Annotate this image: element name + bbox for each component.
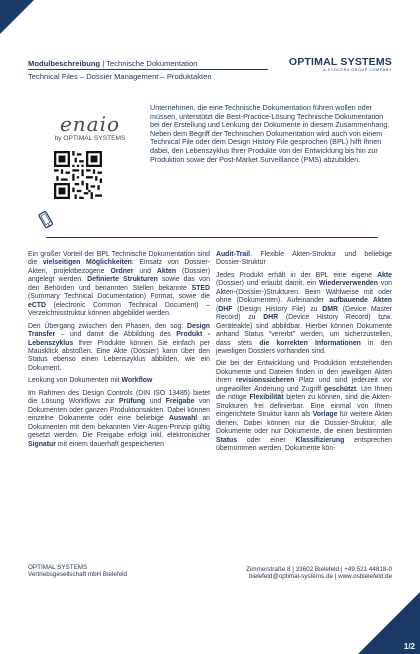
emphasis: Status (216, 436, 238, 444)
emphasis: Workflow (121, 377, 153, 385)
text-run: – und damit die Abbildung des (55, 331, 177, 339)
corner-decoration-top (0, 0, 34, 34)
emphasis: Ordner (110, 267, 134, 275)
text-run: Ein großer Vorteil der BPL Technische Dokumentation sind die (28, 251, 210, 267)
left-column (28, 251, 210, 453)
emphasis: die korrekten Informationen (259, 339, 361, 347)
qr-code[interactable] (54, 151, 102, 199)
text-run: entsprechen übernommen werden. Dokumente kön- (216, 436, 393, 452)
text-run: (Dossier) und erlaubt damit, ein (216, 280, 320, 288)
text-run: in den jeweiligen Dossiers vorhanden sind. (216, 339, 392, 355)
text-run: von Akten-(Dossier-)Strukturen. Beim Wahlweise mit oder ohne (Dokumenten). Aufeinander (216, 280, 392, 305)
text-run: für weitere Akten dienen. Dabei können nur die Dossier-Struktur, alle Dokumente oder nur Dokumente, die einen bestimmten (216, 411, 392, 436)
text-run: sowie das von den Behörden und benannten Stellen bekannte (28, 276, 210, 292)
text-run: . Flexible Akten-Struktur und beliebige Dossier-Struktur (216, 251, 392, 267)
emphasis: Freigabe (165, 398, 195, 406)
emphasis: aufbauende Akten (329, 297, 392, 305)
emphasis: Akte (377, 271, 392, 279)
emphasis: Auswahl (168, 415, 198, 423)
text-run: bieten zu können, sind die Akten-Strukturen frei definierbar. Eine einmal von Ihnen eingerichtete Struktur kann als (216, 394, 392, 419)
emphasis: Produkt - Lebenszyklus (28, 331, 210, 347)
footer-contact (246, 566, 392, 581)
emphasis: eCTD (28, 301, 46, 309)
text-run: (Summary Technical Documentation) Format, sowie die (28, 293, 210, 301)
footer-company-name: OPTIMAL SYSTEMS (28, 564, 88, 571)
left-paragraph-2 (28, 323, 210, 374)
product-logo-byline: by OPTIMAL SYSTEMS (54, 135, 126, 142)
footer-company (28, 564, 127, 579)
emphasis: DHF (218, 305, 233, 313)
text-run: Platz und sind jederzeit vor ungewollter Änderung und Zugriff (216, 377, 392, 393)
intro-paragraph: Unternehmen, die eine Technische Dokumentation führen wollen oder müssen, unterstützt die Best-Practice-Lösung Technische Dokumentation bei der Erstellung und Lenkung der Dokumente in diesem Zusammenhang. Neben dem Begriff der Technischen Dokumentation wird auch von einem Technical File oder dem Design History File gesprochen (BPL) hilft Ihnen dabei, den Lebenszyklus Ihrer Produkte von der Entwicklung bis hin zur Produktion sowie der Post-Market Surveillance (PMS) abzubilden. (150, 103, 390, 164)
text-run: Den Übergang zwischen den Phasen, den sog. (28, 322, 188, 330)
emphasis: Design Transfer (28, 322, 210, 339)
section-rule (46, 237, 378, 238)
text-run: Ihrer Produkte können Sie einfach per Mausklick abstoßen. Eine Akte (Dossier) kann über den Status ebenso einen Lebenszyklus abbilden, wie ein Dokument. (28, 339, 210, 372)
company-logo (289, 56, 392, 72)
text-run: und (145, 398, 166, 406)
footer-address: Zimmerstraße 8 | 33602 Bielefeld | +49 521 44818-0 (246, 566, 392, 573)
emphasis: Prüfung (118, 398, 146, 406)
page-number: 1/2 (403, 642, 415, 651)
text-run: ( (216, 305, 219, 313)
company-logo-name: OPTIMAL SYSTEMS (288, 56, 392, 68)
emphasis: Definierte Strukturen (87, 276, 158, 284)
smartphone-icon (36, 210, 56, 230)
left-paragraph-1 (28, 251, 210, 319)
footer-company-sub: Vertriebsgesellschaft mbH Bielefeld (28, 571, 128, 579)
footer-email-web[interactable]: bielefeld@optimal-systems.de | www.osbielefeld.de (248, 573, 392, 581)
emphasis: DMR (322, 305, 338, 313)
company-logo-tagline: A KYOCERA GROUP COMPANY (323, 68, 392, 72)
header-separator: | (102, 59, 105, 68)
right-paragraph-3 (216, 360, 392, 453)
text-run: und (133, 267, 157, 275)
emphasis: DHR (263, 314, 279, 322)
text-run: von Dokumenten oder ganzen Produktionsakten. Dabei können einzelne Dokumente oder eine beliebige (28, 398, 211, 423)
text-run: oder einer (237, 436, 296, 444)
header-rule (28, 69, 268, 70)
emphasis: vielseitigen Möglichkeiten (42, 259, 132, 267)
intro-text (150, 104, 390, 164)
left-paragraph-3 (28, 390, 210, 449)
right-paragraph-1 (216, 251, 392, 268)
text-run: . Um Ihnen die nötige (216, 385, 393, 402)
emphasis: Vorlage (312, 411, 338, 419)
text-run: Jedes Produkt erhält in der BPL eine eigene (216, 271, 378, 279)
text-run: (Design History File) zu (232, 305, 323, 313)
product-logo (46, 114, 134, 142)
text-run: (Device History Record) bzw. Geräteakte) sind abbildbar. Hierbei können Dokumente anhand Status "vererbt" werden, um sicherzustellen, dass stets (216, 314, 392, 347)
emphasis: geschützt (323, 385, 357, 393)
right-paragraph-2 (216, 272, 392, 357)
text-run: (Dossier) angelegt werden. (28, 267, 210, 284)
text-run: (Device Master Record) zu (216, 305, 392, 322)
document-type-line (28, 59, 197, 68)
emphasis: revisionssicheren (235, 377, 295, 385)
emphasis: Audit-Trail (216, 251, 251, 258)
emphasis: Signatur (28, 440, 56, 448)
emphasis: Klassifizierung (295, 436, 345, 444)
text-run: Lenkung von Dokumenten mit (28, 377, 122, 385)
product-logo-word: enaio (59, 112, 121, 136)
document-type: Modulbeschreibung (28, 59, 101, 68)
document-category: Technische Dokumentation (106, 59, 198, 68)
emphasis: Wiederverwenden (319, 280, 378, 288)
text-run: Die bei der Entwicklung und Produktion entstehenden Dokumente und Dateien finden in den jeweiligen Akten ihren (216, 360, 392, 385)
document-subtitle: Technical Files – Dossier Management – Produktakten (28, 72, 212, 81)
right-column (216, 251, 392, 457)
text-run: Im Rahmen des Design Controls (DIN ISO 13485) bietet die Lösung Workflows zur (28, 389, 210, 406)
text-run: mit einem dauerhaft gespeicherten (55, 440, 164, 448)
text-run: (electronic Common Technical Document) – Verzeichnisstruktur können abgebildet werden. (28, 301, 210, 318)
text-run: an Dokumenten mit dem bekannten Vier-Augen-Prinzip gültig gesetzt werden. Die Freigabe erfolgt inkl. elektronischer (28, 415, 210, 440)
text-run: : Einsatz von Dossier-Akten, projektbezogene (28, 259, 211, 275)
left-subheading (28, 377, 210, 385)
emphasis: Flexibilität (249, 394, 284, 402)
emphasis: STED (191, 284, 210, 292)
emphasis: Akten (156, 267, 177, 275)
